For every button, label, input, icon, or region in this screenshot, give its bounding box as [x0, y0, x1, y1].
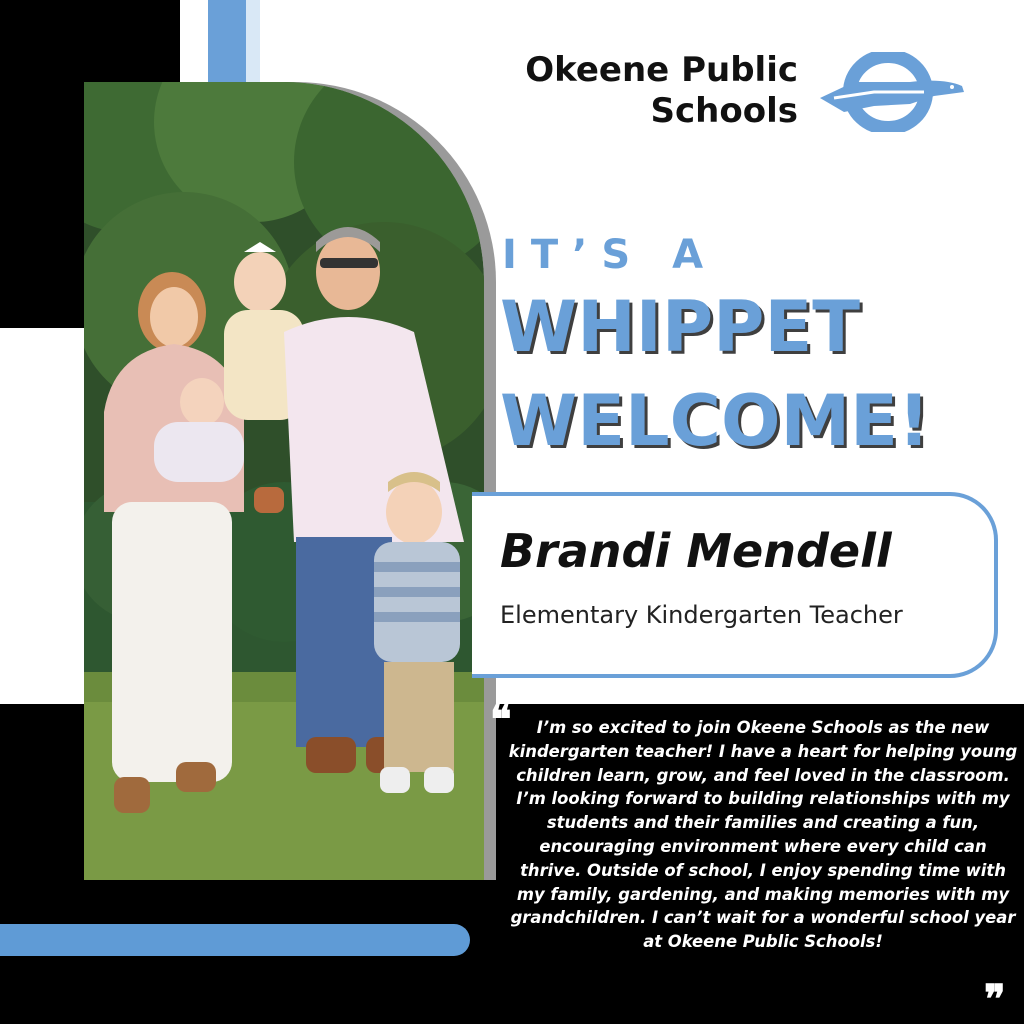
family-photo: [84, 82, 484, 880]
headline-line2: WHIPPET: [500, 286, 861, 368]
school-name-line2: Schools: [650, 91, 798, 132]
headline-line1: IT’S A: [502, 232, 718, 278]
close-quote-icon: ❞: [984, 976, 1006, 1023]
quote-text: I’m so excited to join Okeene Schools as the new kindergarten teacher! I have a heart for helping young children learn, grow, and feel loved in the classroom. I’m looking forward to building relationships with my students and their families and creating a fun, encouraging environment where every child can thrive. Outside of school, I enjoy spending time with my family, gardening, and making memories with my grandchildren. I can’t wait for a wonderful school year at Okeene Public Schools!: [508, 718, 1018, 952]
headline-line3: WELCOME!: [500, 380, 930, 462]
okeene-whippet-logo-icon: [814, 52, 970, 132]
school-name: [468, 50, 798, 133]
decor-light-blue-bar-top: [246, 0, 260, 82]
school-name-line1: Okeene Public: [525, 50, 798, 90]
staff-role: Elementary Kindergarten Teacher: [500, 601, 903, 629]
staff-name: Brandi Mendell: [500, 524, 892, 578]
decor-blue-bar-bottom: [0, 924, 470, 956]
open-quote-icon: ❝: [490, 696, 512, 743]
name-card: [472, 492, 998, 678]
